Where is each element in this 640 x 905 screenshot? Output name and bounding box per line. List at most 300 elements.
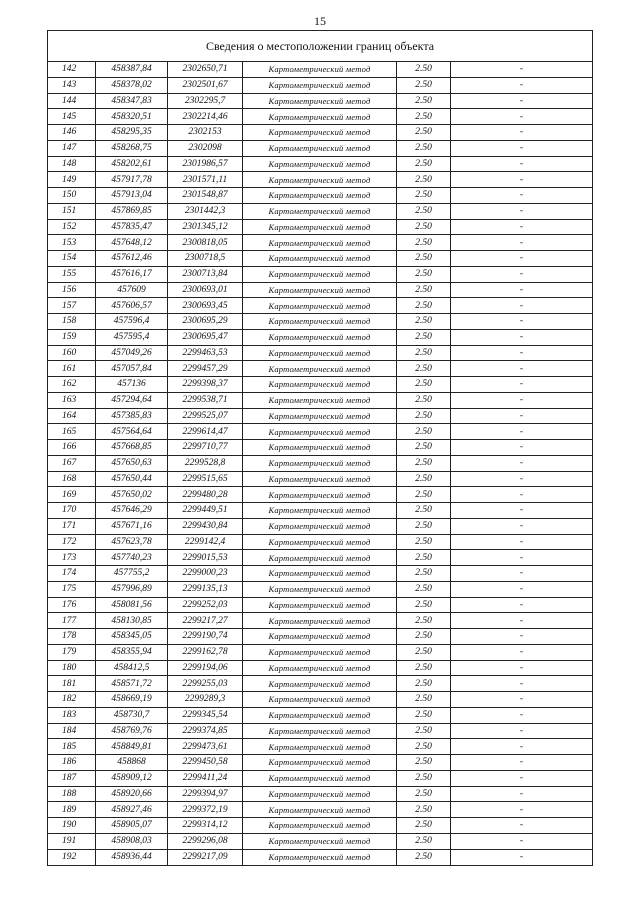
x-coordinate-cell: 457996,89: [96, 582, 168, 597]
method-cell: Картометрический метод: [243, 487, 397, 502]
y-coordinate-cell: 2299394,97: [168, 787, 243, 802]
method-cell: Картометрический метод: [243, 251, 397, 266]
description-cell: -: [519, 269, 524, 280]
x-coordinate-cell: 457049,26: [96, 346, 168, 361]
table-row: [48, 267, 592, 283]
method-cell: Картометрический метод: [243, 424, 397, 439]
method-cell: Картометрический метод: [243, 361, 397, 376]
table-row: [48, 283, 592, 299]
method-cell: Картометрический метод: [243, 755, 397, 770]
point-number-cell: 143: [48, 78, 96, 93]
point-number-cell: 162: [48, 377, 96, 392]
accuracy-cell: 2.50: [397, 204, 451, 219]
accuracy-cell: 2.50: [397, 503, 451, 518]
y-coordinate-cell: 2302650,71: [168, 62, 243, 77]
table-row: [48, 109, 592, 125]
point-number-cell: 173: [48, 550, 96, 565]
table-row: [48, 346, 592, 362]
x-coordinate-cell: 457650,44: [96, 472, 168, 487]
y-coordinate-cell: 2299710,77: [168, 440, 243, 455]
point-number-cell: 166: [48, 440, 96, 455]
x-coordinate-cell: 458920,66: [96, 787, 168, 802]
description-cell: -: [519, 741, 524, 752]
x-coordinate-cell: 458295,35: [96, 125, 168, 140]
y-coordinate-cell: 2300718,5: [168, 251, 243, 266]
method-cell: Картометрический метод: [243, 582, 397, 597]
point-number-cell: 174: [48, 566, 96, 581]
table-row: [48, 235, 592, 251]
table-row: [48, 787, 592, 803]
point-number-cell: 144: [48, 94, 96, 109]
accuracy-cell: 2.50: [397, 188, 451, 203]
method-cell: Картометрический метод: [243, 188, 397, 203]
x-coordinate-cell: 457913,04: [96, 188, 168, 203]
table-row: [48, 850, 592, 866]
y-coordinate-cell: 2299190,74: [168, 629, 243, 644]
table-row: [48, 692, 592, 708]
accuracy-cell: 2.50: [397, 267, 451, 282]
table-row: [48, 802, 592, 818]
point-number-cell: 149: [48, 172, 96, 187]
point-number-cell: 165: [48, 424, 96, 439]
table-row: [48, 629, 592, 645]
method-cell: Картометрический метод: [243, 818, 397, 833]
description-cell: -: [519, 568, 524, 579]
y-coordinate-cell: 2299528,8: [168, 456, 243, 471]
y-coordinate-cell: 2299480,28: [168, 487, 243, 502]
method-cell: Картометрический метод: [243, 724, 397, 739]
description-cell: -: [519, 615, 524, 626]
point-number-cell: 184: [48, 724, 96, 739]
y-coordinate-cell: 2300713,84: [168, 267, 243, 282]
description-cell: -: [519, 773, 524, 784]
method-cell: Картометрический метод: [243, 850, 397, 866]
point-number-cell: 157: [48, 298, 96, 313]
method-cell: Картометрический метод: [243, 235, 397, 250]
y-coordinate-cell: 2300693,45: [168, 298, 243, 313]
point-number-cell: 163: [48, 393, 96, 408]
boundary-coordinates-table: [47, 30, 593, 866]
description-cell: -: [519, 536, 524, 547]
accuracy-cell: 2.50: [397, 456, 451, 471]
description-cell: -: [519, 647, 524, 658]
y-coordinate-cell: 2299217,09: [168, 850, 243, 866]
x-coordinate-cell: 458571,72: [96, 676, 168, 691]
x-coordinate-cell: 457606,57: [96, 298, 168, 313]
point-number-cell: 145: [48, 109, 96, 124]
accuracy-cell: 2.50: [397, 550, 451, 565]
table-row: [48, 613, 592, 629]
point-number-cell: 180: [48, 661, 96, 676]
accuracy-cell: 2.50: [397, 157, 451, 172]
description-cell: -: [519, 127, 524, 138]
accuracy-cell: 2.50: [397, 629, 451, 644]
method-cell: Картометрический метод: [243, 298, 397, 313]
accuracy-cell: 2.50: [397, 220, 451, 235]
method-cell: Картометрический метод: [243, 346, 397, 361]
description-cell: -: [519, 300, 524, 311]
table-row: [48, 645, 592, 661]
method-cell: Картометрический метод: [243, 377, 397, 392]
point-number-cell: 150: [48, 188, 96, 203]
x-coordinate-cell: 457612,46: [96, 251, 168, 266]
method-cell: Картометрический метод: [243, 283, 397, 298]
method-cell: Картометрический метод: [243, 598, 397, 613]
table-row: [48, 724, 592, 740]
description-cell: -: [519, 631, 524, 642]
x-coordinate-cell: 457595,4: [96, 330, 168, 345]
y-coordinate-cell: 2299314,12: [168, 818, 243, 833]
description-cell: -: [519, 206, 524, 217]
accuracy-cell: 2.50: [397, 393, 451, 408]
x-coordinate-cell: 458268,75: [96, 141, 168, 156]
point-number-cell: 189: [48, 802, 96, 817]
x-coordinate-cell: 457835,47: [96, 220, 168, 235]
point-number-cell: 170: [48, 503, 96, 518]
point-number-cell: 175: [48, 582, 96, 597]
x-coordinate-cell: 457609: [96, 283, 168, 298]
table-row: [48, 440, 592, 456]
description-cell: -: [519, 410, 524, 421]
description-cell: -: [519, 725, 524, 736]
point-number-cell: 171: [48, 519, 96, 534]
point-number-cell: 187: [48, 771, 96, 786]
method-cell: Картометрический метод: [243, 692, 397, 707]
method-cell: Картометрический метод: [243, 78, 397, 93]
table-row: [48, 503, 592, 519]
accuracy-cell: 2.50: [397, 802, 451, 817]
point-number-cell: 169: [48, 487, 96, 502]
method-cell: Картометрический метод: [243, 94, 397, 109]
accuracy-cell: 2.50: [397, 487, 451, 502]
x-coordinate-cell: 457740,23: [96, 550, 168, 565]
point-number-cell: 152: [48, 220, 96, 235]
accuracy-cell: 2.50: [397, 251, 451, 266]
accuracy-cell: 2.50: [397, 818, 451, 833]
accuracy-cell: 2.50: [397, 94, 451, 109]
y-coordinate-cell: 2302098: [168, 141, 243, 156]
method-cell: Картометрический метод: [243, 535, 397, 550]
y-coordinate-cell: 2299289,3: [168, 692, 243, 707]
accuracy-cell: 2.50: [397, 141, 451, 156]
y-coordinate-cell: 2302214,46: [168, 109, 243, 124]
point-number-cell: 181: [48, 676, 96, 691]
description-cell: -: [519, 678, 524, 689]
description-cell: -: [519, 505, 524, 516]
description-cell: -: [519, 221, 524, 232]
accuracy-cell: 2.50: [397, 361, 451, 376]
description-cell: -: [519, 95, 524, 106]
description-cell: -: [519, 190, 524, 201]
point-number-cell: 146: [48, 125, 96, 140]
y-coordinate-cell: 2299450,58: [168, 755, 243, 770]
accuracy-cell: 2.50: [397, 850, 451, 866]
description-cell: -: [519, 174, 524, 185]
method-cell: Картометрический метод: [243, 834, 397, 849]
description-cell: -: [519, 426, 524, 437]
y-coordinate-cell: 2301345,12: [168, 220, 243, 235]
table-row: [48, 361, 592, 377]
table-row: [48, 62, 592, 78]
x-coordinate-cell: 457650,63: [96, 456, 168, 471]
description-cell: -: [519, 284, 524, 295]
accuracy-cell: 2.50: [397, 298, 451, 313]
table-row: [48, 739, 592, 755]
y-coordinate-cell: 2299411,24: [168, 771, 243, 786]
accuracy-cell: 2.50: [397, 62, 451, 77]
table-row: [48, 141, 592, 157]
point-number-cell: 183: [48, 708, 96, 723]
table-row: [48, 125, 592, 141]
method-cell: Картометрический метод: [243, 172, 397, 187]
x-coordinate-cell: 458081,56: [96, 598, 168, 613]
accuracy-cell: 2.50: [397, 771, 451, 786]
description-cell: -: [519, 64, 524, 75]
x-coordinate-cell: 458936,44: [96, 850, 168, 866]
accuracy-cell: 2.50: [397, 330, 451, 345]
table-row: [48, 550, 592, 566]
point-number-cell: 176: [48, 598, 96, 613]
accuracy-cell: 2.50: [397, 125, 451, 140]
x-coordinate-cell: 458669,19: [96, 692, 168, 707]
y-coordinate-cell: 2299015,53: [168, 550, 243, 565]
y-coordinate-cell: 2299430,84: [168, 519, 243, 534]
description-cell: -: [519, 347, 524, 358]
accuracy-cell: 2.50: [397, 645, 451, 660]
x-coordinate-cell: 457294,64: [96, 393, 168, 408]
y-coordinate-cell: 2299457,29: [168, 361, 243, 376]
y-coordinate-cell: 2299398,37: [168, 377, 243, 392]
method-cell: Картометрический метод: [243, 550, 397, 565]
y-coordinate-cell: 2299515,65: [168, 472, 243, 487]
accuracy-cell: 2.50: [397, 377, 451, 392]
description-cell: -: [519, 521, 524, 532]
x-coordinate-cell: 457136: [96, 377, 168, 392]
point-number-cell: 182: [48, 692, 96, 707]
accuracy-cell: 2.50: [397, 566, 451, 581]
accuracy-cell: 2.50: [397, 582, 451, 597]
y-coordinate-cell: 2299345,54: [168, 708, 243, 723]
x-coordinate-cell: 458730,7: [96, 708, 168, 723]
point-number-cell: 155: [48, 267, 96, 282]
x-coordinate-cell: 458927,46: [96, 802, 168, 817]
y-coordinate-cell: 2299614,47: [168, 424, 243, 439]
method-cell: Картометрический метод: [243, 771, 397, 786]
method-cell: Картометрический метод: [243, 472, 397, 487]
y-coordinate-cell: 2302295,7: [168, 94, 243, 109]
table-row: [48, 188, 592, 204]
table-row: [48, 661, 592, 677]
table-row: [48, 314, 592, 330]
description-cell: -: [519, 158, 524, 169]
description-cell: -: [519, 442, 524, 453]
table-row: [48, 818, 592, 834]
y-coordinate-cell: 2302501,67: [168, 78, 243, 93]
table-row: [48, 598, 592, 614]
description-cell: -: [519, 489, 524, 500]
table-row: [48, 582, 592, 598]
x-coordinate-cell: 457668,85: [96, 440, 168, 455]
x-coordinate-cell: 457648,12: [96, 235, 168, 250]
method-cell: Картометрический метод: [243, 708, 397, 723]
description-cell: -: [519, 473, 524, 484]
description-cell: -: [519, 316, 524, 327]
description-cell: -: [519, 80, 524, 91]
method-cell: Картометрический метод: [243, 157, 397, 172]
x-coordinate-cell: 457623,78: [96, 535, 168, 550]
x-coordinate-cell: 458849,81: [96, 739, 168, 754]
accuracy-cell: 2.50: [397, 676, 451, 691]
table-row: [48, 708, 592, 724]
description-cell: -: [519, 552, 524, 563]
table-row: [48, 456, 592, 472]
point-number-cell: 168: [48, 472, 96, 487]
description-cell: -: [519, 757, 524, 768]
method-cell: Картометрический метод: [243, 141, 397, 156]
point-number-cell: 191: [48, 834, 96, 849]
table-row: [48, 424, 592, 440]
accuracy-cell: 2.50: [397, 519, 451, 534]
method-cell: Картометрический метод: [243, 787, 397, 802]
method-cell: Картометрический метод: [243, 613, 397, 628]
point-number-cell: 178: [48, 629, 96, 644]
method-cell: Картометрический метод: [243, 125, 397, 140]
description-cell: -: [519, 143, 524, 154]
accuracy-cell: 2.50: [397, 834, 451, 849]
method-cell: Картометрический метод: [243, 519, 397, 534]
y-coordinate-cell: 2299142,4: [168, 535, 243, 550]
table-row: [48, 94, 592, 110]
method-cell: Картометрический метод: [243, 456, 397, 471]
method-cell: Картометрический метод: [243, 62, 397, 77]
x-coordinate-cell: 458202,61: [96, 157, 168, 172]
accuracy-cell: 2.50: [397, 409, 451, 424]
point-number-cell: 142: [48, 62, 96, 77]
point-number-cell: 153: [48, 235, 96, 250]
accuracy-cell: 2.50: [397, 598, 451, 613]
x-coordinate-cell: 457671,16: [96, 519, 168, 534]
point-number-cell: 161: [48, 361, 96, 376]
accuracy-cell: 2.50: [397, 424, 451, 439]
table-body: [48, 62, 592, 865]
point-number-cell: 179: [48, 645, 96, 660]
table-row: [48, 472, 592, 488]
y-coordinate-cell: 2299374,85: [168, 724, 243, 739]
y-coordinate-cell: 2299162,78: [168, 645, 243, 660]
table-row: [48, 298, 592, 314]
x-coordinate-cell: 458908,03: [96, 834, 168, 849]
description-cell: -: [519, 237, 524, 248]
accuracy-cell: 2.50: [397, 661, 451, 676]
description-cell: -: [519, 458, 524, 469]
table-row: [48, 535, 592, 551]
accuracy-cell: 2.50: [397, 739, 451, 754]
method-cell: Картометрический метод: [243, 267, 397, 282]
y-coordinate-cell: 2301986,57: [168, 157, 243, 172]
accuracy-cell: 2.50: [397, 314, 451, 329]
description-cell: -: [519, 253, 524, 264]
x-coordinate-cell: 457057,84: [96, 361, 168, 376]
table-row: [48, 330, 592, 346]
method-cell: Картометрический метод: [243, 503, 397, 518]
point-number-cell: 160: [48, 346, 96, 361]
x-coordinate-cell: 458345,05: [96, 629, 168, 644]
accuracy-cell: 2.50: [397, 692, 451, 707]
point-number-cell: 177: [48, 613, 96, 628]
description-cell: -: [519, 599, 524, 610]
y-coordinate-cell: 2299135,13: [168, 582, 243, 597]
point-number-cell: 148: [48, 157, 96, 172]
point-number-cell: 156: [48, 283, 96, 298]
point-number-cell: 164: [48, 409, 96, 424]
table-row: [48, 771, 592, 787]
accuracy-cell: 2.50: [397, 724, 451, 739]
y-coordinate-cell: 2299252,03: [168, 598, 243, 613]
point-number-cell: 158: [48, 314, 96, 329]
x-coordinate-cell: 458909,12: [96, 771, 168, 786]
accuracy-cell: 2.50: [397, 235, 451, 250]
description-cell: -: [519, 852, 524, 863]
point-number-cell: 147: [48, 141, 96, 156]
table-row: [48, 220, 592, 236]
point-number-cell: 172: [48, 535, 96, 550]
y-coordinate-cell: 2299217,27: [168, 613, 243, 628]
point-number-cell: 190: [48, 818, 96, 833]
y-coordinate-cell: 2299296,08: [168, 834, 243, 849]
accuracy-cell: 2.50: [397, 613, 451, 628]
point-number-cell: 159: [48, 330, 96, 345]
x-coordinate-cell: 458347,83: [96, 94, 168, 109]
method-cell: Картометрический метод: [243, 109, 397, 124]
x-coordinate-cell: 457564,64: [96, 424, 168, 439]
y-coordinate-cell: 2302153: [168, 125, 243, 140]
point-number-cell: 192: [48, 850, 96, 866]
method-cell: Картометрический метод: [243, 330, 397, 345]
method-cell: Картометрический метод: [243, 409, 397, 424]
y-coordinate-cell: 2300695,47: [168, 330, 243, 345]
table-row: [48, 566, 592, 582]
method-cell: Картометрический метод: [243, 676, 397, 691]
method-cell: Картометрический метод: [243, 739, 397, 754]
y-coordinate-cell: 2301442,3: [168, 204, 243, 219]
y-coordinate-cell: 2299463,53: [168, 346, 243, 361]
table-row: [48, 676, 592, 692]
description-cell: -: [519, 363, 524, 374]
y-coordinate-cell: 2299538,71: [168, 393, 243, 408]
description-cell: -: [519, 788, 524, 799]
point-number-cell: 154: [48, 251, 96, 266]
method-cell: Картометрический метод: [243, 645, 397, 660]
x-coordinate-cell: 457755,2: [96, 566, 168, 581]
method-cell: Картометрический метод: [243, 220, 397, 235]
point-number-cell: 167: [48, 456, 96, 471]
x-coordinate-cell: 458378,02: [96, 78, 168, 93]
table-row: [48, 204, 592, 220]
accuracy-cell: 2.50: [397, 440, 451, 455]
y-coordinate-cell: 2299255,03: [168, 676, 243, 691]
method-cell: Картометрический метод: [243, 204, 397, 219]
accuracy-cell: 2.50: [397, 472, 451, 487]
y-coordinate-cell: 2299449,51: [168, 503, 243, 518]
table-row: [48, 172, 592, 188]
x-coordinate-cell: 457869,85: [96, 204, 168, 219]
x-coordinate-cell: 457917,78: [96, 172, 168, 187]
method-cell: Картометрический метод: [243, 440, 397, 455]
method-cell: Картометрический метод: [243, 314, 397, 329]
method-cell: Картометрический метод: [243, 629, 397, 644]
description-cell: -: [519, 804, 524, 815]
point-number-cell: 185: [48, 739, 96, 754]
